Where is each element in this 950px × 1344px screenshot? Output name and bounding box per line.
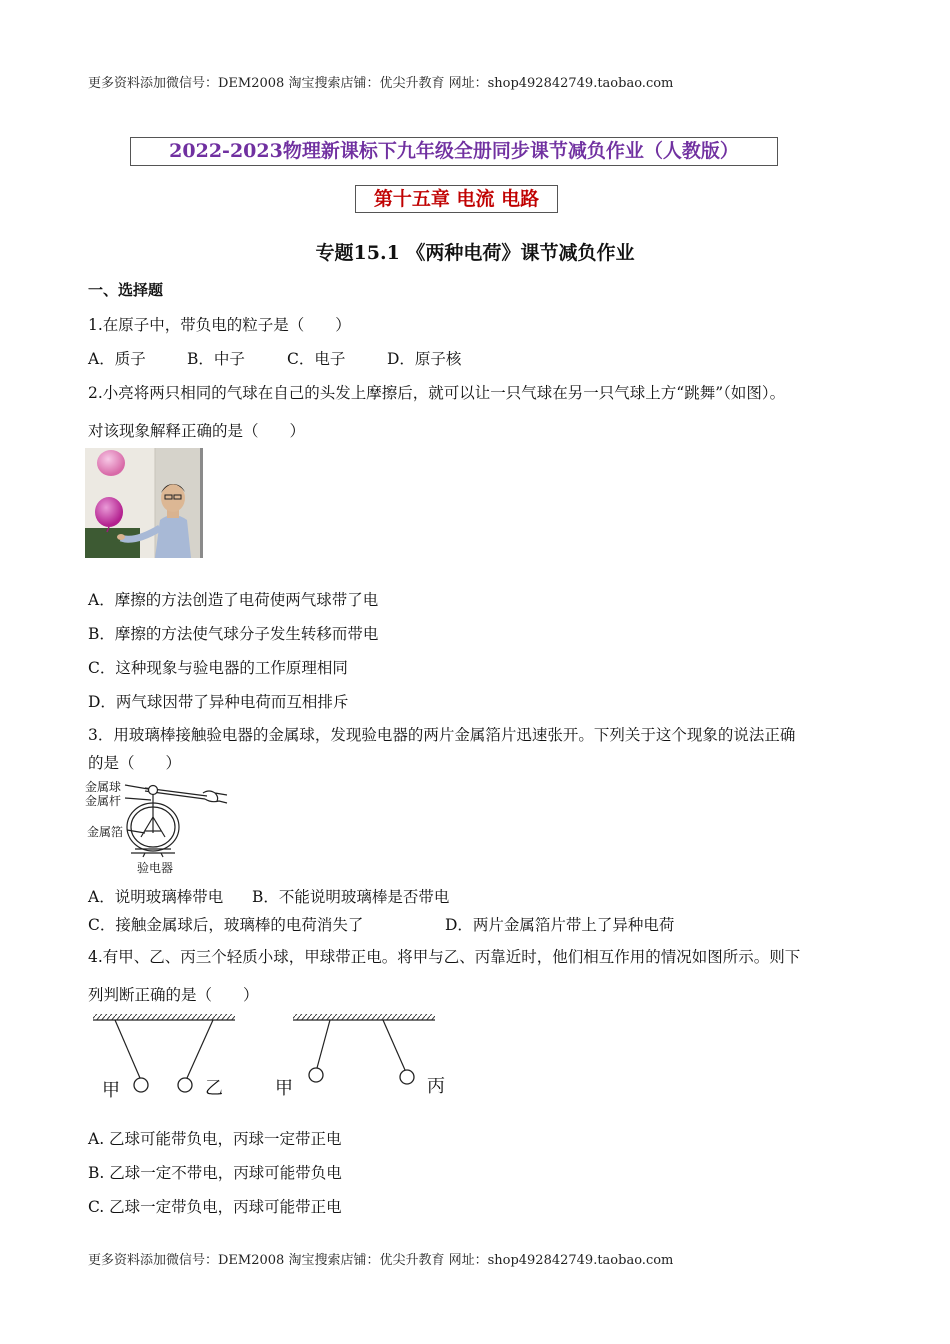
- q3-stem-line1: 3．用玻璃棒接触验电器的金属球，发现验电器的两片金属箔片迅速张开。下列关于这个现象的说法正确: [88, 726, 796, 744]
- label-bing: 丙: [427, 1076, 445, 1097]
- q4-option-c: C. 乙球一定带负电，丙球可能带正电: [88, 1198, 342, 1216]
- q3-option-d: D．两片金属箔片带上了异种电荷: [445, 916, 675, 934]
- section-heading: 一、选择题: [88, 281, 164, 299]
- q3-stem-line2: 的是（ ）: [88, 754, 182, 772]
- electroscope-diagram: [85, 775, 230, 875]
- q2-option-a: A．摩擦的方法创造了电荷使两气球带了电: [88, 591, 379, 609]
- q4-option-a: A. 乙球可能带负电，丙球一定带正电: [88, 1130, 342, 1148]
- q4-stem-line1: 4.有甲、乙、丙三个轻质小球，甲球带正电。将甲与乙、丙靠近时，他们相互作用的情况如图所示。则下: [88, 948, 801, 966]
- q4-option-b: B. 乙球一定不带电，丙球可能带负电: [88, 1164, 342, 1182]
- label-metal-rod: 金属杆: [85, 794, 122, 808]
- label-metal-ball: 金属球: [85, 780, 122, 794]
- chapter-title: 第十五章 电流 电路: [355, 185, 558, 213]
- q3-option-c: C．接触金属球后，玻璃棒的电荷消失了: [88, 916, 364, 934]
- main-title: 2022-2023物理新课标下九年级全册同步课节减负作业（人教版）: [130, 137, 778, 166]
- label-jia-1: 甲: [102, 1080, 120, 1101]
- q1-stem: 1.在原子中，带负电的粒子是（ ）: [88, 316, 351, 334]
- balloon-photo: [85, 448, 203, 558]
- q1-option-a: A．质子: [88, 350, 146, 368]
- pendulum-diagram: [85, 1010, 455, 1105]
- label-yi: 乙: [205, 1078, 223, 1099]
- q4-stem-line2: 列判断正确的是（ ）: [88, 986, 259, 1004]
- label-metal-foil: 金属箔: [87, 825, 124, 839]
- q2-option-c: C．这种现象与验电器的工作原理相同: [88, 659, 348, 677]
- topic-title: 专题15.1 《两种电荷》课节减负作业: [315, 242, 635, 264]
- q1-option-b: B．中子: [187, 350, 245, 368]
- q2-stem-line1: 2.小亮将两只相同的气球在自己的头发上摩擦后，就可以让一只气球在另一只气球上方“跳舞”（如图）。: [88, 384, 786, 402]
- page-footer: 更多资料添加微信号：DEM2008 淘宝搜索店铺：优尖升教育 网址：shop492842749.taobao.com: [88, 1253, 674, 1268]
- q2-option-b: B．摩擦的方法使气球分子发生转移而带电: [88, 625, 379, 643]
- q3-option-a: A．说明玻璃棒带电: [88, 888, 224, 906]
- label-jia-2: 甲: [275, 1078, 293, 1099]
- page-header: 更多资料添加微信号：DEM2008 淘宝搜索店铺：优尖升教育 网址：shop492842749.taobao.com: [88, 76, 674, 91]
- q2-option-d: D．两气球因带了异种电荷而互相排斥: [88, 693, 349, 711]
- q1-option-d: D．原子核: [387, 350, 462, 368]
- q3-option-b: B．不能说明玻璃棒是否带电: [252, 888, 450, 906]
- label-electroscope: 验电器: [137, 861, 174, 875]
- q2-stem-line2: 对该现象解释正确的是（ ）: [88, 422, 306, 440]
- q1-option-c: C．电子: [287, 350, 346, 368]
